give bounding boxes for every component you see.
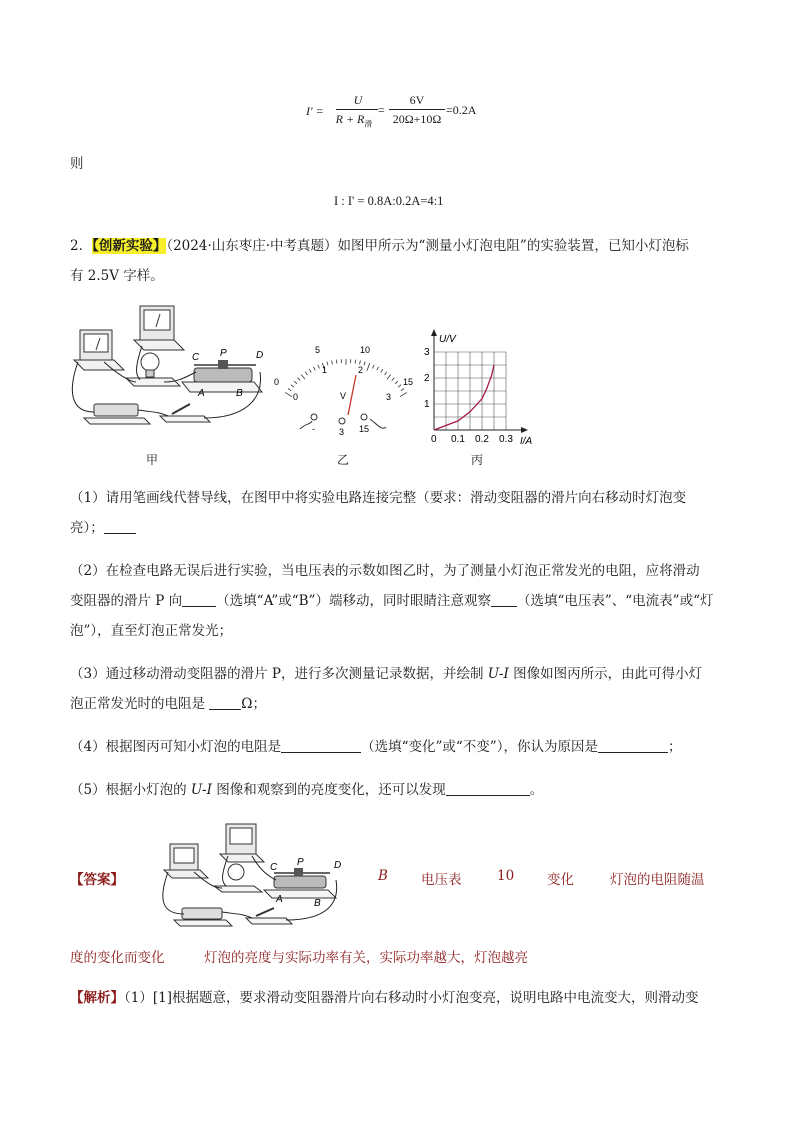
dial-unit-v: V — [340, 391, 347, 401]
answer-blank[interactable] — [281, 738, 361, 753]
item-1-line-1: （1）请用笔画线代替导线，在图甲中将实验电路连接完整（要求：滑动变阻器的滑片向右移动时灯泡变 — [70, 490, 687, 506]
y-axis-label: U/V — [439, 334, 456, 345]
switch-icon — [246, 908, 292, 924]
dial-bottom-tick: 3 — [386, 392, 392, 402]
answer-part-2: 电压表 — [421, 872, 462, 888]
terminal-label: - — [312, 424, 315, 434]
slider-p-label: P — [297, 857, 304, 868]
dial-tick — [285, 392, 292, 396]
terminal-b-label: B — [314, 898, 321, 909]
y-tick-label: 1 — [424, 399, 430, 410]
dial-bottom-tick: 1 — [322, 365, 328, 375]
answer-blank[interactable] — [598, 738, 668, 753]
dial-tick — [332, 360, 333, 364]
analysis-line: 【解析】（1）[1]根据题意，要求滑动变阻器滑片向右移动时小灯泡变亮，说明电路中电流变大，则滑动变 — [70, 990, 699, 1006]
graph-grid — [434, 352, 506, 430]
formula-ratio: I : I' = 0.8A:0.2A=4:1 — [334, 194, 444, 208]
dial-tick — [377, 367, 379, 371]
ammeter-icon — [164, 844, 208, 878]
ui-graph-bing — [418, 326, 548, 450]
circuit-figure-jia — [64, 300, 284, 435]
dial-needle — [348, 375, 356, 415]
answer-blank[interactable] — [446, 781, 530, 796]
fraction-bar — [336, 109, 378, 110]
terminal-d-label: D — [256, 350, 264, 361]
formula-den-ohms: 20Ω+10Ω — [392, 112, 442, 126]
dial-bottom-tick: 0 — [293, 392, 299, 402]
formula-lhs: I' = — [306, 104, 324, 118]
question-tag: 【创新实验】 — [92, 238, 167, 254]
ammeter-icon — [74, 330, 124, 370]
terminal-label: 3 — [339, 427, 345, 437]
dial-tick — [309, 369, 311, 372]
dial-tick — [385, 372, 387, 375]
terminal-c-label: C — [270, 862, 278, 873]
dial-tick — [298, 378, 301, 381]
slider-p-label: P — [220, 348, 227, 359]
dial-top-tick: 5 — [315, 345, 321, 355]
answer-blank[interactable] — [182, 592, 216, 607]
dial-tick — [318, 365, 320, 369]
dial-tick — [392, 378, 395, 381]
voltmeter-icon — [220, 824, 264, 862]
terminal-a-label: A — [276, 894, 283, 905]
terminal-15 — [361, 414, 367, 420]
dial-tick — [401, 388, 404, 390]
answer-part-5: 灯泡的电阻随温 — [610, 872, 705, 888]
question-number: 2． — [70, 238, 93, 254]
dial-tick — [400, 392, 407, 396]
item-5-line: （5）根据小灯泡的 U-I 图像和观察到的亮度变化，还可以发现 。 — [70, 782, 544, 798]
dial-top-tick: 10 — [360, 345, 371, 355]
y-tick-label: 3 — [424, 347, 430, 358]
x-tick-label: 0 — [431, 434, 437, 445]
dial-tick — [327, 362, 328, 366]
wire — [300, 421, 312, 429]
dial-top-tick: 15 — [403, 377, 414, 387]
formula-num-6v: 6V — [409, 93, 425, 107]
dial-top-tick: 0 — [274, 377, 280, 387]
battery-icon — [174, 908, 232, 926]
formula-result: =0.2A — [446, 103, 477, 117]
terminal-c-label: C — [192, 352, 200, 363]
figure-label-yi: 乙 — [337, 453, 350, 467]
dial-tick — [291, 385, 294, 388]
terminal-d-label: D — [334, 860, 342, 871]
fraction-bar — [389, 109, 445, 110]
figure-label-bing: 丙 — [471, 453, 484, 467]
dial-tick — [364, 362, 365, 366]
answer-tag: 【答案】 — [70, 872, 124, 888]
formula-den-r: $R + R_滑$ — [335, 112, 373, 129]
answer-part-1: B — [378, 868, 388, 884]
dial-bottom-tick: 2 — [358, 365, 364, 375]
item-1-line-2: 亮）； — [70, 518, 136, 538]
dial-tick — [381, 369, 383, 372]
dial-tick — [355, 360, 356, 364]
formula-eq: = — [378, 103, 385, 117]
wire — [138, 410, 168, 416]
wire — [222, 912, 252, 918]
dial-tick — [395, 381, 398, 384]
dial-tick — [360, 360, 361, 364]
terminal-a-label: A — [198, 388, 205, 399]
answer-part-4: 变化 — [547, 872, 574, 888]
formula-num-u: U — [353, 93, 363, 107]
terminal-b-label: B — [236, 388, 243, 399]
answer-part-3: 10 — [497, 868, 515, 884]
rheostat-icon — [182, 360, 262, 392]
ui-curve — [434, 365, 494, 430]
dial-tick — [373, 365, 375, 369]
dial-tick — [313, 367, 315, 371]
battery-icon — [84, 404, 150, 424]
dial-tick — [288, 388, 291, 390]
item-2-line-2: 变阻器的滑片 P 向 （选填“A”或“B”）端移动，同时眼睛注意观察 （选填“电压表”、“电流表”或“灯 — [70, 593, 714, 609]
answer-line-2b: 灯泡的亮度与实际功率有关，实际功率越大，灯泡越亮 — [204, 950, 528, 966]
dial-tick — [336, 360, 337, 364]
switch-icon — [160, 404, 210, 422]
dial-tick — [398, 385, 401, 388]
y-axis-arrow — [431, 329, 437, 336]
answer-blank[interactable] — [209, 695, 241, 710]
answer-blank[interactable] — [491, 592, 517, 607]
x-axis-label: I/A — [520, 436, 533, 447]
voltmeter-icon — [134, 306, 184, 350]
wire — [370, 419, 386, 428]
dial-tick — [367, 363, 370, 371]
item-3-line-2: 泡正常发光时的电阻是 Ω； — [70, 696, 266, 712]
x-tick-label: 0.1 — [451, 434, 465, 445]
voltmeter-dial-yi — [270, 335, 422, 437]
item-2-line-1: （2）在检查电路无误后进行实验，当电压表的示数如图乙时，为了测量小灯泡正常发光的电阻，应将滑动 — [70, 563, 700, 579]
answer-line-2a: 度的变化而变化 — [70, 950, 165, 966]
item-3-line-1: （3）通过移动滑动变阻器的滑片 P，进行多次测量记录数据，并绘制 U-I 图像如图丙所示，由此可得小灯 — [70, 666, 703, 682]
x-tick-label: 0.2 — [475, 434, 489, 445]
analysis-tag: 【解析】 — [70, 990, 124, 1006]
dial-tick — [305, 372, 307, 375]
x-axis-arrow — [521, 427, 528, 433]
answer-blank[interactable] — [104, 519, 136, 534]
x-tick-label: 0.3 — [499, 434, 513, 445]
figure-label-jia: 甲 — [146, 453, 159, 467]
dial-tick — [387, 375, 391, 380]
dial-tick — [294, 381, 297, 384]
question-line-2: 有 2.5V 字样。 — [70, 268, 164, 284]
item-2-line-3: 泡”），直至灯泡正常发光； — [70, 623, 233, 639]
terminal-3 — [339, 418, 345, 424]
answer-circuit-figure — [156, 820, 352, 932]
dial-tick — [301, 375, 305, 380]
question-line-1: 2．【创新实验】（2024·山东枣庄·中考真题）如图甲所示为“测量小灯泡电阻”的实验装置，已知小灯泡标 — [70, 238, 689, 254]
y-tick-label: 2 — [424, 373, 430, 384]
item-4-line: （4）根据图丙可知小灯泡的电阻是 （选填“变化”或“不变”），你认为原因是 ； — [70, 739, 682, 755]
terminal-minus — [311, 414, 317, 420]
then-word: 则 — [70, 156, 84, 172]
terminal-label: 15 — [359, 424, 370, 434]
